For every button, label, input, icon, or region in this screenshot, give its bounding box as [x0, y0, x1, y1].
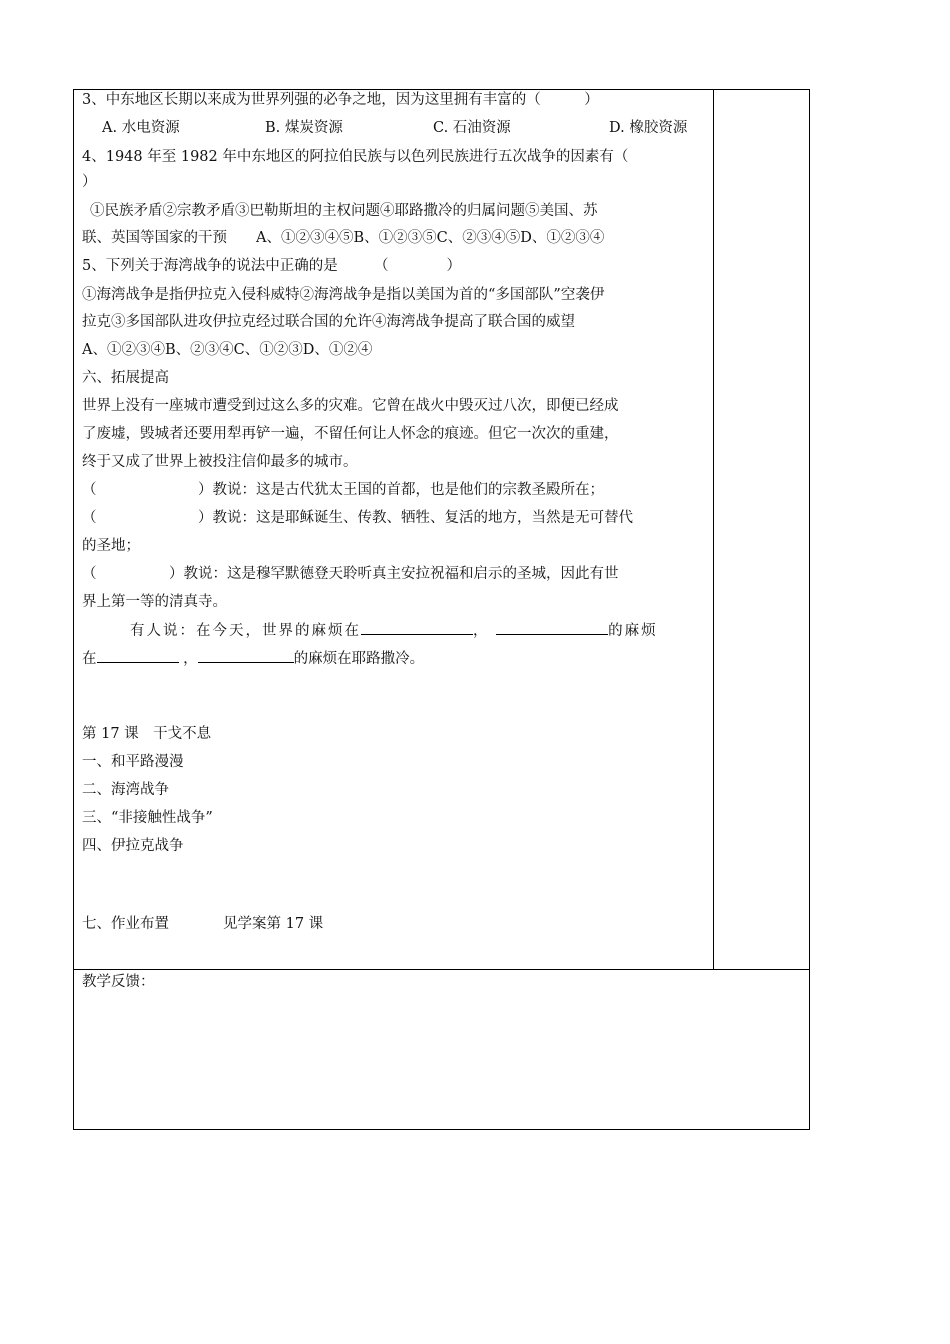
- q3-option-a: A. 水电资源: [102, 120, 180, 136]
- q4-factors-options: 联、英国等国家的干预 A、①②③④⑤B、①②③⑤C、②③④⑤D、①②③④: [82, 230, 605, 246]
- extension-heading: 六、拓展提高: [82, 370, 169, 386]
- fill-blank-2[interactable]: [496, 620, 608, 635]
- q3-option-d: D. 橡胶资源: [609, 120, 688, 136]
- religion-item-2-cont: 的圣地；: [82, 538, 140, 554]
- fill-blank-3[interactable]: [97, 648, 179, 663]
- q4-stem-end: ）: [82, 174, 97, 190]
- lesson-section-1: 一、和平路漫漫: [82, 754, 184, 770]
- q5-answers: A、①②③④B、②③④C、①②③D、①②④: [82, 342, 373, 358]
- fill-blank-4[interactable]: [198, 648, 294, 663]
- saying-line2-prefix: 在: [82, 651, 97, 667]
- q3-option-c: C. 石油资源: [433, 120, 511, 136]
- religion-item-3: （ ）教说：这是穆罕默德登天聆听真主安拉祝福和启示的圣城，因此有世: [82, 566, 619, 582]
- q3-option-b: B. 煤炭资源: [265, 120, 343, 136]
- extension-paragraph-line1: 世界上没有一座城市遭受到过这么多的灾难。它曾在战火中毁灭过八次，即便已经成: [82, 398, 619, 414]
- q4-factors: ①民族矛盾②宗教矛盾③巴勒斯坦的主权问题④耶路撒冷的归属问题⑤美国、苏: [90, 203, 598, 219]
- saying-line2-suffix: 的麻烦在耶路撒冷。: [293, 651, 425, 667]
- fill-blank-1[interactable]: [361, 620, 473, 635]
- saying-line2: [82, 648, 424, 669]
- q4-stem: 4、1948 年至 1982 年中东地区的阿拉伯民族与以色列民族进行五次战争的因素有（: [82, 149, 629, 165]
- religion-item-3-cont: 界上第一等的清真寺。: [82, 594, 227, 610]
- saying-mid: 的麻烦: [608, 623, 658, 639]
- lesson-section-3: 三、“非接触性战争”: [82, 810, 213, 826]
- extension-paragraph-line2: 了废墟，毁城者还要用犁再铲一遍，不留任何让人怀念的痕迹。但它一次次的重建，: [82, 426, 619, 442]
- homework-label: 七、作业布置: [82, 916, 169, 932]
- table-row-divider: [73, 969, 810, 970]
- religion-item-2: （ ）教说：这是耶稣诞生、传教、牺牲、复活的地方，当然是无可替代: [82, 510, 633, 526]
- lesson-section-2: 二、海湾战争: [82, 782, 169, 798]
- saying-comma: ，: [473, 623, 490, 639]
- lesson-title: 第 17 课 干戈不息: [82, 726, 212, 742]
- lesson-section-4: 四、伊拉克战争: [82, 838, 184, 854]
- q5-statements-cont: 拉克③多国部队进攻伊拉克经过联合国的允许④海湾战争提高了联合国的威望: [82, 314, 575, 330]
- religion-item-1: （ ）教说：这是古代犹太王国的首都，也是他们的宗教圣殿所在；: [82, 482, 604, 498]
- teaching-feedback-label: 教学反馈：: [82, 974, 155, 990]
- homework-content: 见学案第 17 课: [223, 916, 324, 932]
- q3-stem: 3、中东地区长期以来成为世界列强的必争之地，因为这里拥有丰富的（ ）: [82, 92, 599, 108]
- saying-line2-comma: ，: [183, 651, 198, 667]
- table-column-divider: [713, 89, 714, 970]
- q5-stem: 5、下列关于海湾战争的说法中正确的是 （ ）: [82, 258, 461, 274]
- extension-paragraph-line3: 终于又成了世界上被投注信仰最多的城市。: [82, 454, 358, 470]
- q5-statements: ①海湾战争是指伊拉克入侵科威特②海湾战争是指以美国为首的“多国部队”空袭伊: [82, 287, 605, 303]
- saying-prefix: 有人说：在今天，世界的麻烦在: [130, 623, 361, 639]
- saying-line1: [130, 620, 658, 641]
